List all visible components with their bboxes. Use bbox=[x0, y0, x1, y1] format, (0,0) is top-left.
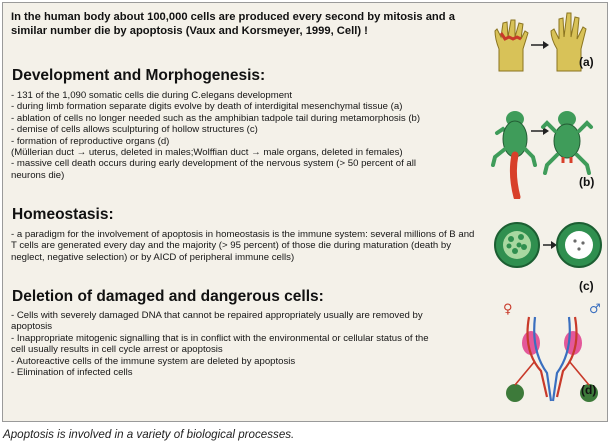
tadpole-frog-icon bbox=[493, 111, 535, 197]
arrow-icon bbox=[531, 127, 549, 135]
list-item: - a paradigm for the involvement of apoptosis in homeostasis is the immune system: several millions of B and T cells are generated every day and the majority (> 95 percent) of those die during maturation (death by neglect, negative selection) or by AICD of peripheral immune cells) bbox=[11, 229, 475, 263]
list-item: - Inappropriate mitogenic signalling that is in conflict with the environmental or cellular status of the cell usually results in cell cycle arrest or apoptosis bbox=[11, 332, 429, 356]
list-item: (Müllerian duct → uterus, deleted in males;Wolffian duct → male organs, deleted in females) bbox=[11, 147, 403, 159]
intro-text: In the human body about 100,000 cells are produced every second by mitosis and a similar number die by apoptosis (Vaux and Korsmeyer, 1999, Cell) ! bbox=[11, 11, 455, 37]
figure-caption: Apoptosis is involved in a variety of biological processes. bbox=[3, 428, 295, 441]
list-item: - ablation of cells no longer needed such as the amphibian tadpole tail during metamorphosis (b) bbox=[11, 112, 421, 124]
list-item: - formation of reproductive organs (d) bbox=[11, 135, 170, 147]
webbed-limb-icon bbox=[495, 20, 528, 71]
female-symbol-icon: ♀ bbox=[503, 302, 513, 317]
adult-frog-icon bbox=[543, 111, 591, 173]
arrow-icon bbox=[531, 41, 549, 49]
apoptosis-figure bbox=[2, 2, 608, 422]
solid-cell-cluster-icon bbox=[495, 223, 539, 267]
label-c: (c) bbox=[579, 279, 594, 293]
heading-development: Development and Morphogenesis: bbox=[12, 67, 266, 84]
development-list bbox=[11, 90, 481, 181]
arrow-icon bbox=[543, 241, 557, 249]
label-a: (a) bbox=[579, 55, 594, 69]
heading-deletion: Deletion of damaged and dangerous cells: bbox=[12, 288, 324, 305]
list-item: - Elimination of infected cells bbox=[11, 367, 133, 379]
deletion-list bbox=[11, 310, 441, 378]
list-item: - 131 of the 1,090 somatic cells die during C.elegans development bbox=[11, 90, 293, 101]
male-symbol-icon: ♂ bbox=[589, 302, 601, 317]
hollow-structure-illustration bbox=[491, 215, 605, 277]
homeostasis-list bbox=[11, 229, 481, 263]
heading-homeostasis: Homeostasis: bbox=[12, 206, 114, 223]
label-d: (d) bbox=[581, 383, 597, 397]
list-item: - massive cell death occurs during early development of the nervous system (> 50 percent of all neurons die) bbox=[11, 158, 417, 181]
list-item: - Cells with severely damaged DNA that cannot be repaired appropriately usually are removed by apoptosis bbox=[11, 310, 423, 333]
hollow-cell-ring-icon bbox=[557, 223, 601, 267]
label-b: (b) bbox=[579, 175, 595, 189]
list-item: - Autoreactive cells of the immune system are deleted by apoptosis bbox=[11, 355, 296, 367]
list-item: - demise of cells allows sculpturing of hollow structures (c) bbox=[11, 124, 258, 136]
list-item: - during limb formation separate digits evolve by death of interdigital mesenchymal tissue (a) bbox=[11, 101, 403, 113]
